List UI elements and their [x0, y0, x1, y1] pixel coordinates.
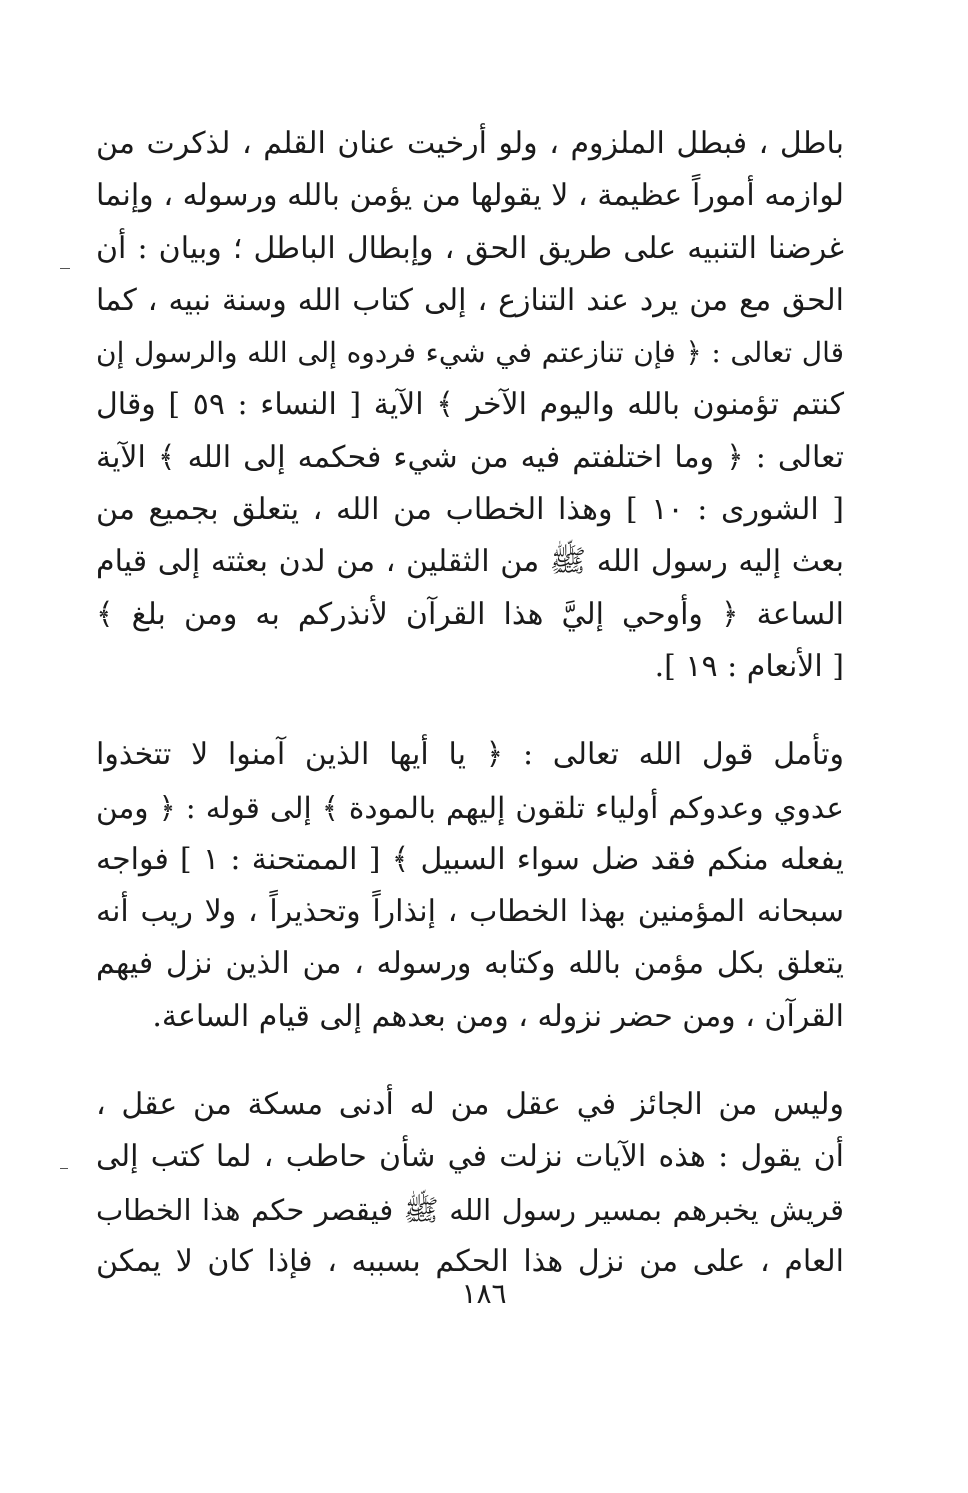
text-line: العام ، على من نزل هذا الحكم بسببه ، فإذا كان لا يمكن [96, 1243, 844, 1279]
text-line: سبحانه المؤمنين بهذا الخطاب ، إنذاراً وتحذيراً ، ولا ريب أنه [96, 894, 844, 930]
text-line: الحق مع من يرد عند التنازع ، إلى كتاب الله وسنة نبيه ، كما [96, 282, 844, 318]
text-line: قال تعالى : ﴿ فإن تنازعتم في شيء فردوه إلى الله والرسول إن [96, 336, 844, 370]
text-line: قريش يخبرهم بمسير رسول الله ﷺ فيقصر حكم هذا الخطاب [96, 1192, 844, 1227]
text-line: عدوي وعدوكم أولياء تلقون إليهم بالمودة ﴾ إلى قوله : ﴿ ومن [96, 790, 844, 825]
text-line: باطل ، فبطل الملزوم ، ولو أرخيت عنان القلم ، لذكرت من [96, 126, 844, 161]
text-line: [ الشورى : ١٠ ] وهذا الخطاب من الله ، يتعلق بجميع من [96, 492, 844, 528]
text-line: كنتم تؤمنون بالله واليوم الآخر ﴾ الآية [ النساء : ٥٩ ] وقال [96, 387, 845, 423]
text-line: القرآن ، ومن حضر نزوله ، ومن بعدهم إلى قيام الساعة. [152, 998, 844, 1034]
text-line: يتعلق بكل مؤمن بالله وكتابه ورسوله ، من الذين نزل فيهم [96, 946, 844, 982]
text-line: أن يقول : هذه الآيات نزلت في شأن حاطب ، لما كتب إلى [96, 1139, 844, 1175]
text-line: وليس من الجائز في عقل من له أدنى مسكة من عقل ، [96, 1087, 844, 1123]
text-line: الساعة ﴿ وأوحي إليَّ هذا القرآن لأنذركم به ومن بلغ ﴾ [96, 596, 844, 632]
text-line: يفعله منكم فقد ضل سواء السبيل ﴾ [ الممتحنة : ١ ] فواجه [96, 841, 844, 877]
paragraph-2 [96, 729, 844, 1043]
paragraph-1 [96, 118, 844, 693]
text-line: [ الأنعام : ١٩ ]. [654, 648, 844, 684]
page-body [96, 118, 844, 1288]
paragraph-gap [96, 693, 844, 729]
page-number: ١٨٦ [461, 1277, 507, 1310]
text-line: بعث إليه رسول الله ﷺ من الثقلين ، من لدن بعثته إلى قيام [96, 544, 844, 580]
margin-mark [60, 268, 70, 269]
paragraph-3 [96, 1079, 844, 1288]
text-line: غرضنا التنبيه على طريق الحق ، وإبطال الباطل ؛ وبيان : أن [96, 230, 844, 266]
text-line: تعالى : ﴿ وما اختلفتم فيه من شيء فحكمه إلى الله ﴾ الآية [96, 439, 844, 475]
paragraph-gap [96, 1043, 844, 1079]
text-line: وتأمل قول الله تعالى : ﴿ يا أيها الذين آمنوا لا تتخذوا [96, 737, 844, 773]
text-line: لوازمه أموراً عظيمة ، لا يقولها من يؤمن بالله ورسوله ، وإنما [96, 178, 844, 214]
margin-mark [60, 1168, 68, 1169]
